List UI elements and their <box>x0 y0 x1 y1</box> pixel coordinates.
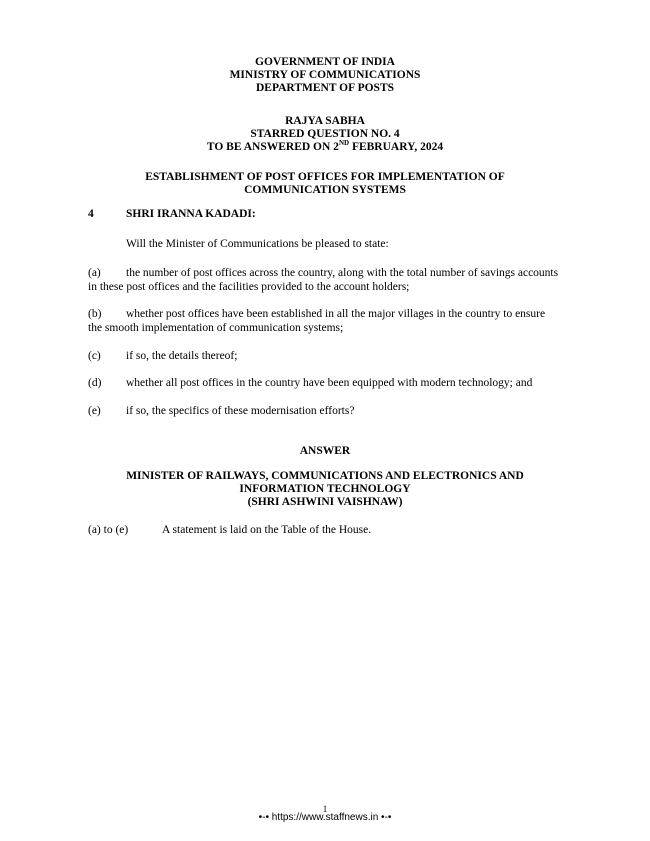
question-serial: 4 <box>88 208 94 220</box>
item-label: (a) <box>88 267 101 279</box>
subject-line-1: ESTABLISHMENT OF POST OFFICES FOR IMPLEMENTATION OF <box>145 171 505 183</box>
answer-date-suffix: FEBRUARY, 2024 <box>349 141 444 153</box>
question-item-d <box>88 376 572 390</box>
item-text: the number of post offices across the country, along with the total number of savings accounts <box>126 267 559 279</box>
question-intro: Will the Minister of Communications be pleased to state: <box>126 238 389 250</box>
minister-name: (SHRI ASHWINI VAISHNAW) <box>247 496 403 508</box>
header-line-department: DEPARTMENT OF POSTS <box>255 82 395 94</box>
department-header <box>0 56 650 95</box>
item-text: if so, the details thereof; <box>126 350 238 362</box>
minister-line-2: INFORMATION TECHNOLOGY <box>239 483 411 495</box>
house-name: RAJYA SABHA <box>285 115 365 127</box>
question-item-b <box>88 307 572 335</box>
item-text: if so, the specifics of these modernisation efforts? <box>126 405 355 417</box>
question-item-a <box>88 266 572 294</box>
question-header <box>0 115 650 154</box>
item-text-continued: the smooth implementation of communication systems; <box>88 322 344 334</box>
answer-row <box>88 524 371 536</box>
item-text: whether post offices have been established in all the major villages in the country to ensure <box>126 308 546 320</box>
item-label: (d) <box>88 377 102 389</box>
answer-date <box>0 141 650 154</box>
answer-date-prefix: TO BE ANSWERED ON 2 <box>206 141 339 153</box>
answer-heading: ANSWER <box>299 445 351 457</box>
item-label: (b) <box>88 308 102 320</box>
question-item-e <box>88 404 572 418</box>
subject-line-2: COMMUNICATION SYSTEMS <box>244 184 406 196</box>
item-text-continued: in these post offices and the facilities provided to the account holders; <box>88 281 410 293</box>
minister-block <box>0 470 650 509</box>
item-label: (c) <box>88 350 101 362</box>
header-line-ministry: MINISTRY OF COMMUNICATIONS <box>229 69 421 81</box>
minister-line-1: MINISTER OF RAILWAYS, COMMUNICATIONS AND ELECTRONICS AND <box>126 470 524 482</box>
answer-date-superscript: ND <box>338 139 350 148</box>
item-text: whether all post offices in the country have been equipped with modern technology; and <box>126 377 533 389</box>
answer-label: (a) to (e) <box>88 524 129 536</box>
page-number: 1 <box>322 804 328 814</box>
member-name: SHRI IRANNA KADADI: <box>126 208 256 220</box>
item-label: (e) <box>88 405 101 417</box>
footer-link[interactable]: •-• https://www.staffnews.in •-• <box>258 812 392 823</box>
question-item-c <box>88 349 572 363</box>
header-line-government: GOVERNMENT OF INDIA <box>255 56 395 68</box>
question-number: STARRED QUESTION NO. 4 <box>250 128 400 140</box>
question-subject <box>0 171 650 197</box>
answer-text: A statement is laid on the Table of the House. <box>162 524 372 536</box>
